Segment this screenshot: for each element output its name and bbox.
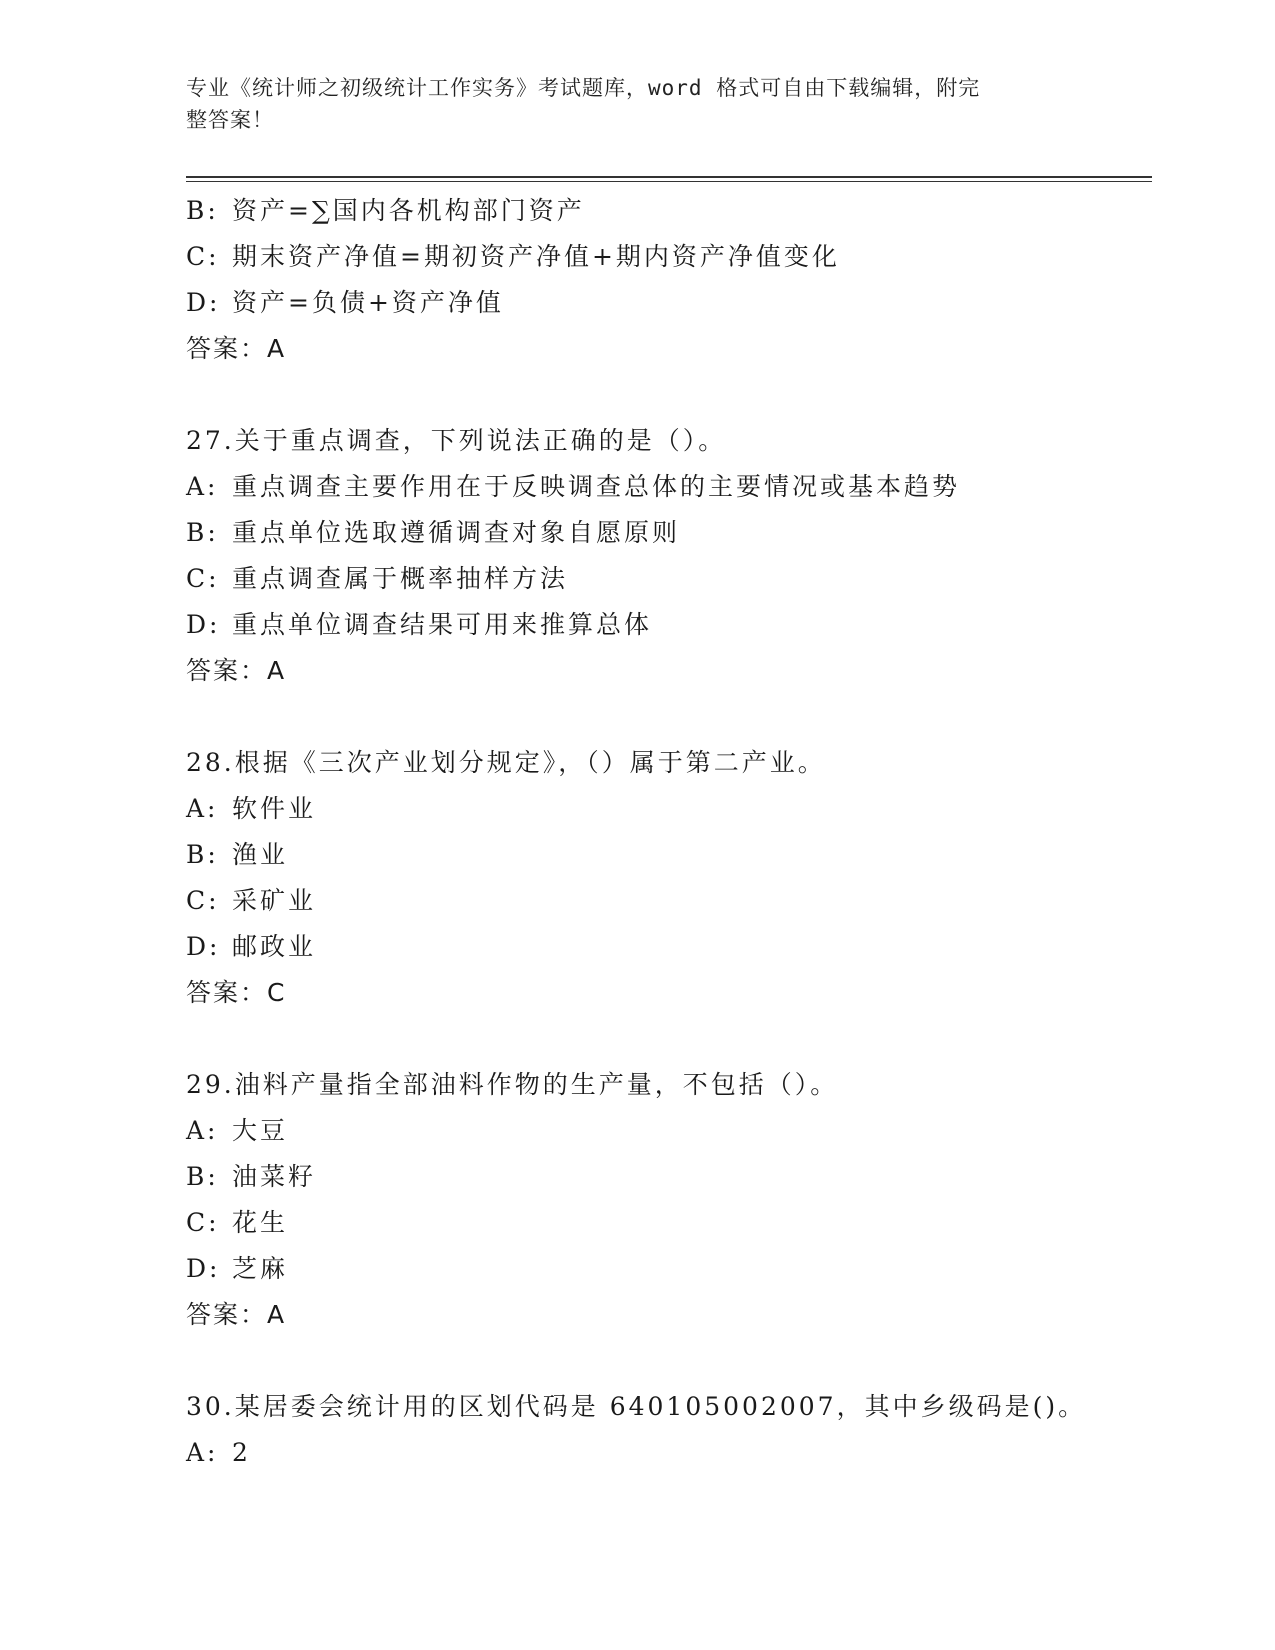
option-row xyxy=(186,602,1152,648)
header-line-1: 专业《统计师之初级统计工作实务》考试题库，word 格式可自由下载编辑，附完 xyxy=(186,76,981,100)
option-row xyxy=(186,556,1152,602)
option-text: 期末资产净值=期初资产净值+期内资产净值变化 xyxy=(232,242,840,271)
option-row xyxy=(186,832,1152,878)
option-text: 渔业 xyxy=(232,840,289,869)
option-row xyxy=(186,786,1152,832)
option-letter: B: xyxy=(186,840,219,869)
answer-line: 答案：A xyxy=(186,334,287,363)
option-text: 2 xyxy=(232,1438,251,1467)
option-text: 芝麻 xyxy=(232,1254,289,1283)
answer-line: 答案：C xyxy=(186,978,287,1007)
spacer xyxy=(186,1338,1152,1384)
option-letter: D: xyxy=(186,610,221,639)
spacer xyxy=(186,372,1152,418)
option-letter: D: xyxy=(186,932,221,961)
option-row xyxy=(186,464,1152,510)
option-letter: A: xyxy=(186,472,219,501)
header-line-2: 整答案！ xyxy=(186,108,274,132)
option-text: 资产=∑国内各机构部门资产 xyxy=(232,196,585,225)
question-list xyxy=(186,188,1152,1476)
question-stem: 29.油料产量指全部油料作物的生产量，不包括（）。 xyxy=(186,1070,839,1099)
option-letter: B: xyxy=(186,518,219,547)
option-text: 花生 xyxy=(232,1208,289,1237)
question-stem: 27.关于重点调查，下列说法正确的是（）。 xyxy=(186,426,727,455)
option-letter: A: xyxy=(186,794,219,823)
option-letter: C: xyxy=(186,1208,220,1237)
option-text: 资产=负债+资产净值 xyxy=(232,288,504,317)
option-letter: C: xyxy=(186,242,220,271)
option-letter: D: xyxy=(186,288,221,317)
question-stem: 30.某居委会统计用的区划代码是 640105002007，其中乡级码是()。 xyxy=(186,1392,1087,1421)
option-text: 重点单位选取遵循调查对象自愿原则 xyxy=(232,518,681,547)
option-text: 油菜籽 xyxy=(232,1162,317,1191)
option-row xyxy=(186,188,1152,234)
option-letter: C: xyxy=(186,886,220,915)
header-divider-thick xyxy=(186,176,1152,178)
option-row xyxy=(186,1200,1152,1246)
option-row xyxy=(186,280,1152,326)
answer-line: 答案：A xyxy=(186,656,287,685)
option-text: 大豆 xyxy=(232,1116,289,1145)
option-letter: C: xyxy=(186,564,220,593)
option-text: 软件业 xyxy=(232,794,317,823)
option-row xyxy=(186,1430,1152,1476)
option-letter: B: xyxy=(186,196,219,225)
option-letter: A: xyxy=(186,1116,219,1145)
option-text: 邮政业 xyxy=(232,932,317,961)
question-stem: 28.根据《三次产业划分规定》，（）属于第二产业。 xyxy=(186,748,826,777)
option-text: 采矿业 xyxy=(232,886,317,915)
header-divider-thin xyxy=(186,181,1152,182)
option-row xyxy=(186,924,1152,970)
option-text: 重点单位调查结果可用来推算总体 xyxy=(232,610,653,639)
option-row xyxy=(186,878,1152,924)
option-text: 重点调查主要作用在于反映调查总体的主要情况或基本趋势 xyxy=(232,472,961,501)
option-text: 重点调查属于概率抽样方法 xyxy=(232,564,569,593)
option-letter: B: xyxy=(186,1162,219,1191)
spacer xyxy=(186,694,1152,740)
option-letter: D: xyxy=(186,1254,221,1283)
answer-line: 答案：A xyxy=(186,1300,287,1329)
option-row xyxy=(186,1246,1152,1292)
spacer xyxy=(186,1016,1152,1062)
option-row xyxy=(186,234,1152,280)
option-row xyxy=(186,1108,1152,1154)
option-row xyxy=(186,510,1152,556)
option-row xyxy=(186,1154,1152,1200)
document-header xyxy=(186,72,1066,136)
option-letter: A: xyxy=(186,1438,219,1467)
